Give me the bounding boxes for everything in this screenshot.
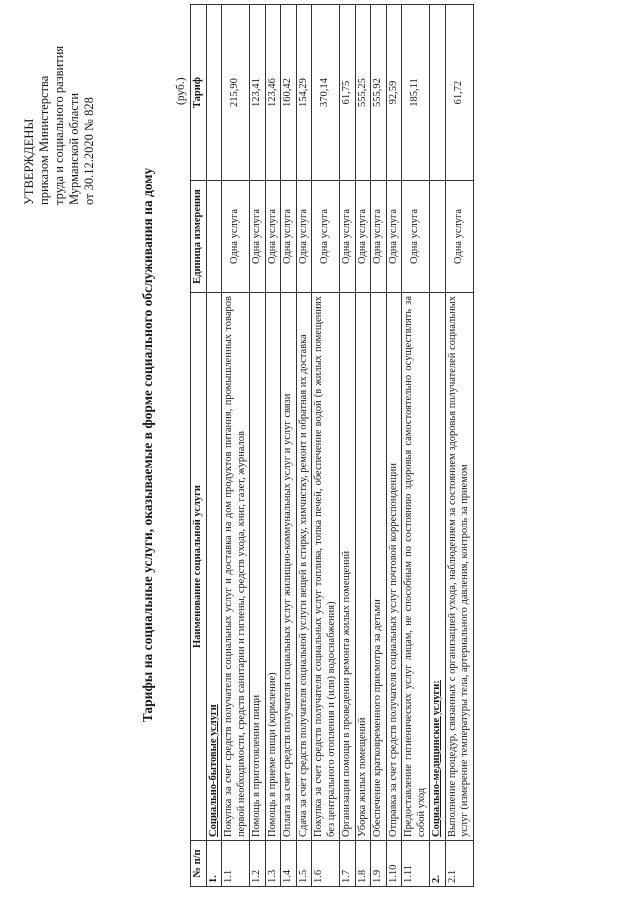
cell-unit: Одна услуга <box>222 181 250 293</box>
cell-tariff: 555,92 <box>371 5 387 181</box>
table-row <box>386 5 402 887</box>
header-num: № п/п <box>191 841 207 887</box>
cell-tariff <box>206 5 222 181</box>
cell-name: Покупка за счет средств получателя социальных услуг топлива, топка печей, обеспечение водой (в жилых помещениях без центрального отопления и (или) водоснабжения) <box>312 293 340 841</box>
cell-num: 1.9 <box>371 841 387 887</box>
cell-tariff: 185,11 <box>402 5 430 181</box>
cell-name: Сдача за счет средств получателя социальной услуги вещей в стирку, химчистку, ремонт и обратная их доставка <box>296 293 312 841</box>
cell-num: 1.7 <box>340 841 356 887</box>
cell-num: 1.3 <box>265 841 281 887</box>
header-name: Наименование социальной услуги <box>191 293 207 841</box>
cell-name: Помощь в приготовлении пищи <box>250 293 266 841</box>
cell-unit: Одна услуга <box>402 181 430 293</box>
cell-num: 1.8 <box>355 841 371 887</box>
cell-num: 1.4 <box>281 841 297 887</box>
cell-unit: Одна услуга <box>265 181 281 293</box>
cell-unit: Одна услуга <box>312 181 340 293</box>
cell-name: Оплата за счет средств получателя социальных услуг жилищно-коммунальных услуг и услуг связи <box>281 293 297 841</box>
cell-num: 1.1 <box>222 841 250 887</box>
cell-name: Обеспечение кратковременного присмотра за детьми <box>371 293 387 841</box>
cell-name: Помощь в приеме пищи (кормление) <box>265 293 281 841</box>
cell-unit <box>206 181 222 293</box>
cell-num: 1. <box>206 841 222 887</box>
table-row <box>250 5 266 887</box>
cell-num: 2. <box>430 841 446 887</box>
table-row <box>222 5 250 887</box>
approval-line: труда и социального развития <box>52 45 66 205</box>
cell-unit: Одна услуга <box>355 181 371 293</box>
cell-tariff: 370,14 <box>312 5 340 181</box>
cell-num: 1.6 <box>312 841 340 887</box>
header-tariff: Тариф <box>191 5 207 181</box>
table-header-row <box>191 5 207 887</box>
cell-unit: Одна услуга <box>250 181 266 293</box>
table-row <box>340 5 356 887</box>
cell-name: Отправка за счет средств получателя социальных услуг почтовой корреспонденции <box>386 293 402 841</box>
cell-num: 1.5 <box>296 841 312 887</box>
cell-tariff: 154,29 <box>296 5 312 181</box>
cell-name: Предоставление гигиенических услуг лицам, не способным по состоянию здоровья самостоятельно осуществлять за собой уход <box>402 293 430 841</box>
cell-name: Социально-медицинские услуги: <box>430 293 446 841</box>
cell-num: 2.1 <box>445 841 473 887</box>
cell-tariff: 555,25 <box>355 5 371 181</box>
section-row <box>206 5 222 887</box>
approval-line: УТВЕРЖДЕНЫ <box>22 118 36 205</box>
cell-unit: Одна услуга <box>340 181 356 293</box>
table-row <box>265 5 281 887</box>
cell-tariff: 61,72 <box>445 5 473 181</box>
cell-unit: Одна услуга <box>281 181 297 293</box>
table-row <box>296 5 312 887</box>
cell-unit: Одна услуга <box>386 181 402 293</box>
table-body <box>206 5 473 887</box>
table-row <box>312 5 340 887</box>
cell-unit: Одна услуга <box>445 181 473 293</box>
cell-name: Организация помощи в проведении ремонта жилых помещений <box>340 293 356 841</box>
cell-name: Уборка жилых помещений <box>355 293 371 841</box>
approval-line: приказом Министерства <box>37 75 51 205</box>
cell-name: Социально-бытовые услуги <box>206 293 222 841</box>
cell-name: Выполнение процедур, связанных с организацией ухода, наблюдением за состоянием здоровья получателей социальных услуг (измерение температуры тела, артериального давления, контроль за приемом <box>445 293 473 841</box>
cell-name: Покупка за счет средств получателя социальных услуг и доставка на дом продуктов питания, промышленных товаров первой необходимости, средств санитарии и гигиены, средств ухода, книг, газет, журналов <box>222 293 250 841</box>
table-row <box>445 5 473 887</box>
cell-unit: Одна услуга <box>371 181 387 293</box>
header-unit: Единица измерения <box>191 181 207 293</box>
currency-unit: (руб.) <box>175 77 187 105</box>
table-row <box>402 5 430 887</box>
cell-tariff <box>430 5 446 181</box>
cell-tariff: 92,59 <box>386 5 402 181</box>
cell-tariff: 61,75 <box>340 5 356 181</box>
approval-line: Мурманской области <box>67 92 81 205</box>
cell-tariff: 160,42 <box>281 5 297 181</box>
section-row <box>430 5 446 887</box>
cell-tariff: 123,46 <box>265 5 281 181</box>
cell-unit <box>430 181 446 293</box>
cell-unit: Одна услуга <box>296 181 312 293</box>
approval-line: от 30.12.2020 № 828 <box>82 97 96 205</box>
approval-stamp <box>22 15 97 205</box>
document-title: Тарифы на социальные услуги, оказываемые в форме социального обслуживания на дому <box>140 167 155 723</box>
table-row <box>355 5 371 887</box>
cell-num: 1.10 <box>386 841 402 887</box>
table-row <box>371 5 387 887</box>
cell-tariff: 123,41 <box>250 5 266 181</box>
table-row <box>281 5 297 887</box>
cell-num: 1.11 <box>402 841 430 887</box>
cell-tariff: 215,90 <box>222 5 250 181</box>
cell-num: 1.2 <box>250 841 266 887</box>
tariff-table <box>190 4 474 887</box>
